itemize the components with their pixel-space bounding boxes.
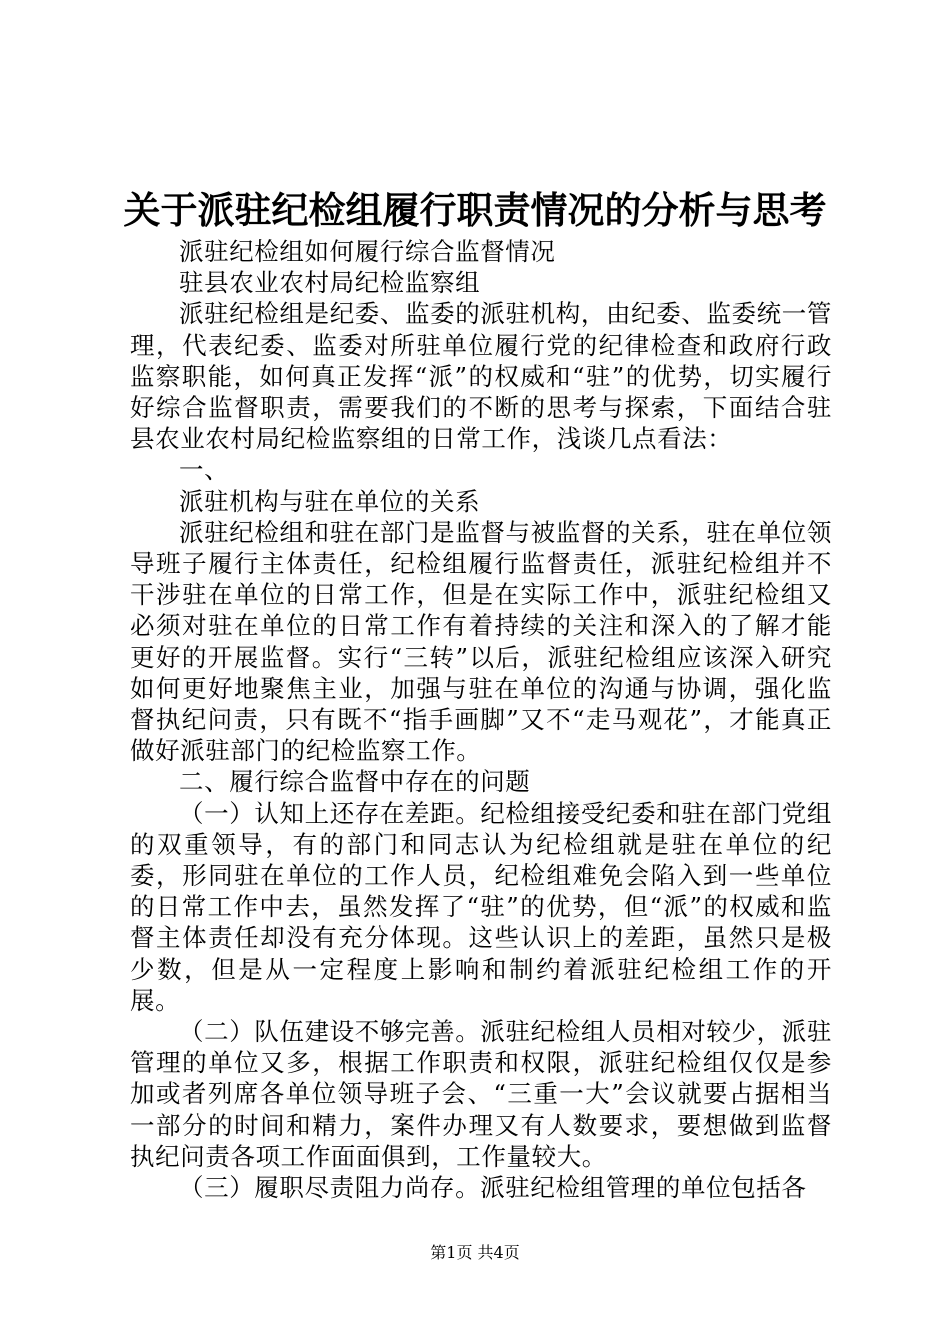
subtitle-paragraph: 派驻纪检组如何履行综合监督情况 <box>179 237 556 266</box>
document-body <box>130 236 832 1203</box>
author-paragraph: 驻县农业农村局纪检监察组 <box>179 268 481 298</box>
section-heading: 二、履行综合监督中存在的问题 <box>179 767 531 797</box>
section-heading: 派驻机构与驻在单位的关系 <box>179 486 481 516</box>
body-paragraph: （一）认知上还存在差距。纪检组接受纪委和驻在部门党组的双重领导，有的部门和同志认为纪检组就是驻在单位的纪委，形同驻在单位的工作人员，纪检组难免会陷入到一些单位的日常工作中去，虽然发挥了“驻”的优势，但“派”的权威和监督主体责任却没有充分体现。这些认识上的差距，虽然只是极少数，但是从一定程度上影响和制约着派驻纪检组工作的开展。 <box>130 798 832 1015</box>
body-paragraph: （二）队伍建设不够完善。派驻纪检组人员相对较少，派驻管理的单位又多，根据工作职责和权限，派驻纪检组仅仅是参加或者列席各单位领导班子会、“三重一大”会议就要占据相当一部分的时间和精力，案件办理又有人数要求，要想做到监督执纪问责各项工作面面俱到，工作量较大。 <box>130 1017 832 1171</box>
page-footer: 第1页 共4页 <box>430 1243 520 1262</box>
section-number: 一、 <box>179 455 230 485</box>
body-paragraph: 派驻纪检组是纪委、监委的派驻机构，由纪委、监委统一管理，代表纪委、监委对所驻单位履行党的纪律检查和政府行政监察职能，如何真正发挥“派”的权威和“驻”的优势，切实履行好综合监督职责，需要我们的不断的思考与探索，下面结合驻县农业农村局纪检监察组的日常工作，浅谈几点看法： <box>130 299 832 454</box>
body-paragraph: 派驻纪检组和驻在部门是监督与被监督的关系，驻在单位领导班子履行主体责任，纪检组履行监督责任，派驻纪检组并不干涉驻在单位的日常工作，但是在实际工作中，派驻纪检组又必须对驻在单位的日常工作有着持续的关注和深入的了解才能更好的开展监督。实行“三转”以后，派驻纪检组应该深入研究如何更好地聚焦主业，加强与驻在单位的沟通与协调，强化监督执纪问责，只有既不“指手画脚”又不“走马观花”，才能真正做好派驻部门的纪检监察工作。 <box>130 517 832 766</box>
body-paragraph: （三）履职尽责阻力尚存。派驻纪检组管理的单位包括各 <box>179 1173 807 1203</box>
document-title: 关于派驻纪检组履行职责情况的分析与思考 <box>123 188 827 232</box>
